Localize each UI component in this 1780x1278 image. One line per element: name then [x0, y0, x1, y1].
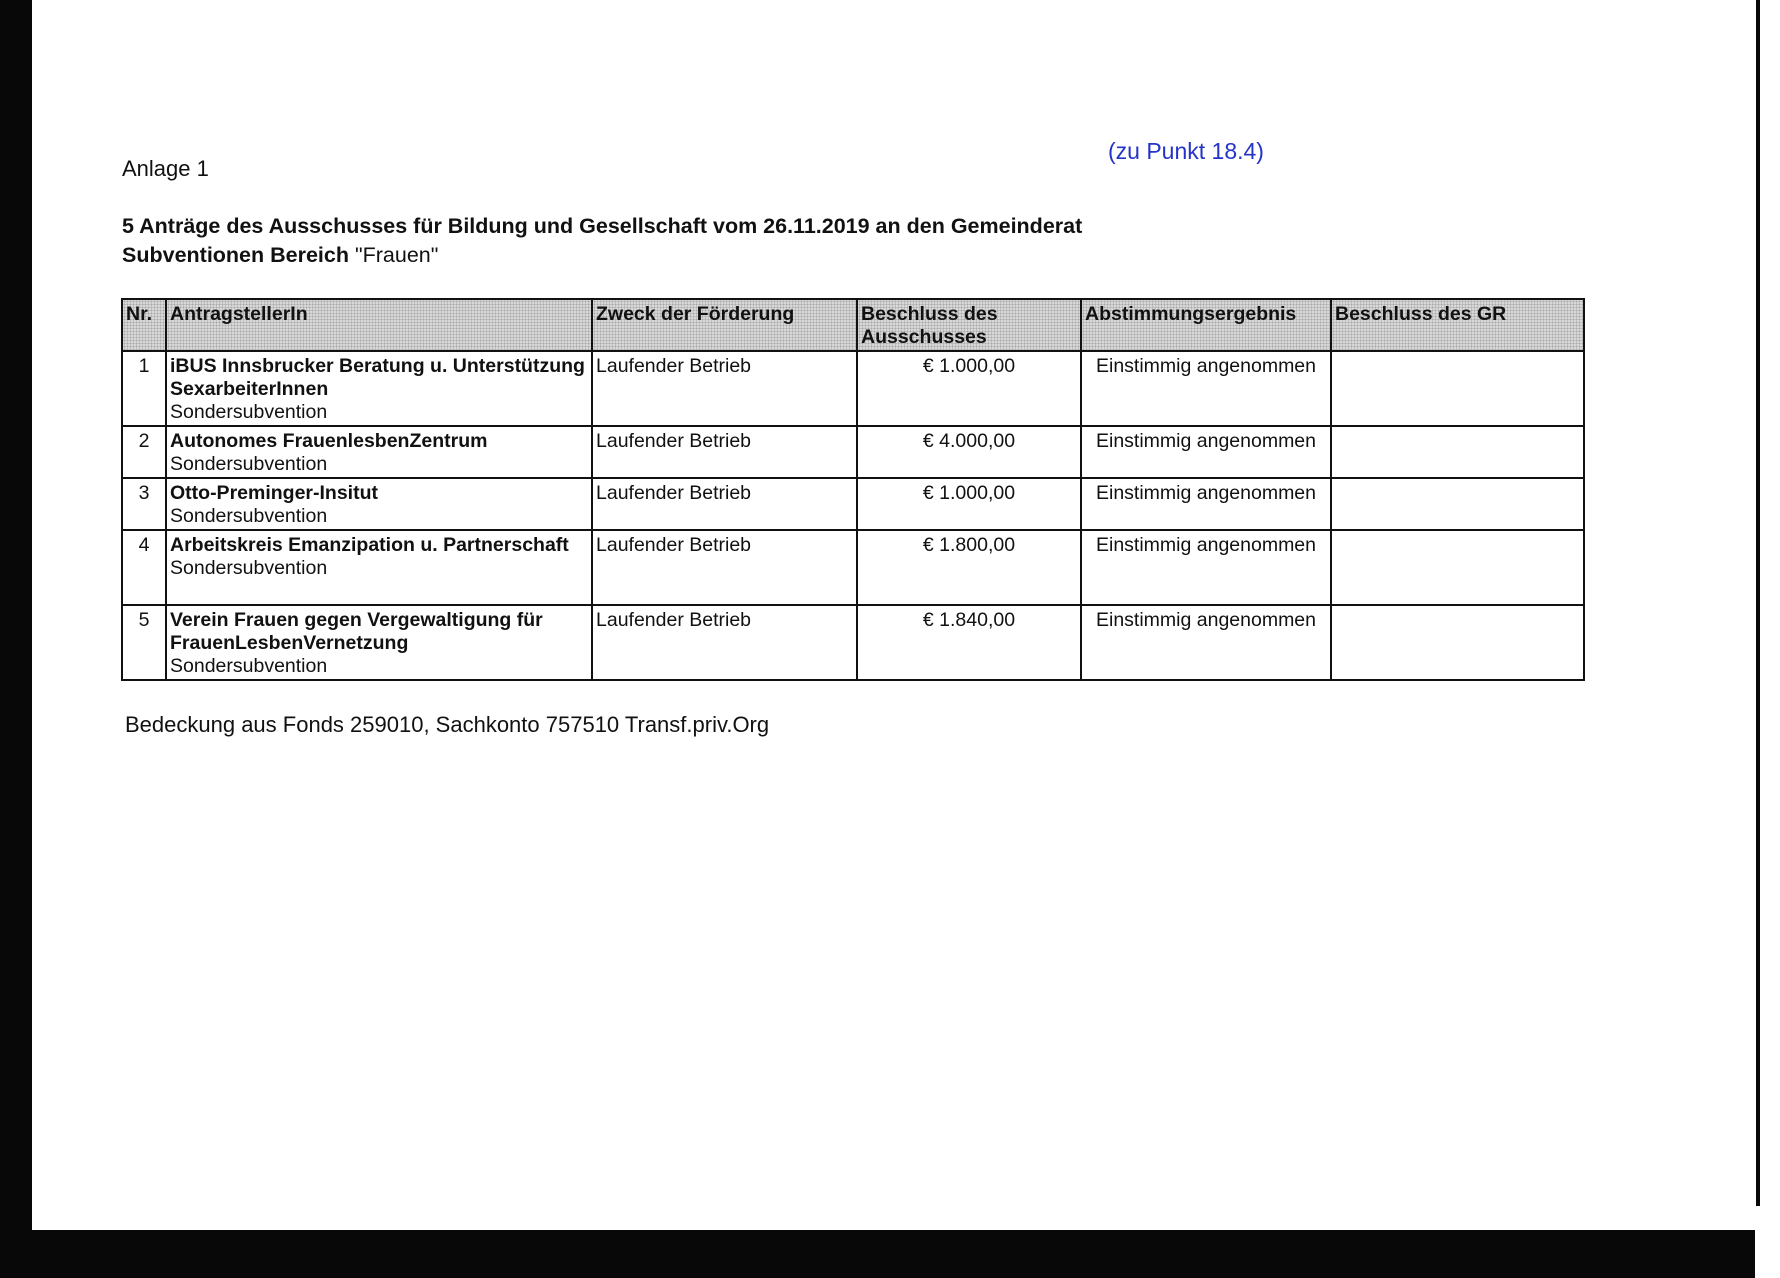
- applicant-cell: [166, 530, 592, 605]
- row-number: 1: [122, 351, 166, 426]
- col-header-applicant: AntragstellerIn: [166, 299, 592, 351]
- applicant-cell: [166, 426, 592, 478]
- applicant-name: Arbeitskreis Emanzipation u. Partnerschaft: [170, 534, 569, 556]
- table-row: [122, 426, 1584, 478]
- table-row: [122, 351, 1584, 426]
- subsidy-type: Sondersubvention: [170, 655, 328, 677]
- council-decision-cell: [1331, 530, 1584, 605]
- subsidy-table: [121, 298, 1585, 681]
- row-number: 2: [122, 426, 166, 478]
- col-header-council-decision: Beschluss des GR: [1331, 299, 1584, 351]
- applicant-name: Autonomes FrauenlesbenZentrum: [170, 430, 488, 452]
- scan-border-left: [0, 0, 32, 1278]
- subsidy-type: Sondersubvention: [170, 453, 328, 475]
- council-decision-cell: [1331, 605, 1584, 680]
- scan-border-bottom: [0, 1230, 1755, 1278]
- subsidy-type: Sondersubvention: [170, 401, 328, 423]
- subtitle-bold: Subventionen Bereich: [122, 243, 349, 267]
- applicant-name: iBUS Innsbrucker Beratung u. Unterstützung SexarbeiterInnen: [170, 355, 585, 400]
- document-subtitle: [122, 243, 438, 268]
- council-decision-cell: [1331, 351, 1584, 426]
- row-number: 5: [122, 605, 166, 680]
- vote-result-cell: Einstimmig angenommen: [1081, 605, 1331, 680]
- document-title: 5 Anträge des Ausschusses für Bildung und Gesellschaft vom 26.11.2019 an den Gemeinderat: [122, 214, 1083, 238]
- scan-border-gap: [1756, 1206, 1780, 1278]
- purpose-cell: Laufender Betrieb: [592, 605, 857, 680]
- applicant-cell: [166, 478, 592, 530]
- applicant-name: Verein Frauen gegen Vergewaltigung für FrauenLesbenVernetzung: [170, 609, 543, 654]
- vote-result-cell: Einstimmig angenommen: [1081, 351, 1331, 426]
- council-decision-cell: [1331, 478, 1584, 530]
- subsidy-type: Sondersubvention: [170, 505, 328, 527]
- amount-cell: € 1.840,00: [857, 605, 1081, 680]
- col-header-committee-decision: Beschluss des Ausschusses: [857, 299, 1081, 351]
- council-decision-cell: [1331, 426, 1584, 478]
- applicant-name: Otto-Preminger-Insitut: [170, 482, 378, 504]
- subtitle-category: "Frauen": [354, 243, 439, 267]
- table-row: [122, 605, 1584, 680]
- purpose-cell: Laufender Betrieb: [592, 530, 857, 605]
- scan-border-right: [1756, 0, 1760, 1278]
- applicant-cell: [166, 605, 592, 680]
- row-number: 4: [122, 530, 166, 605]
- amount-cell: € 1.000,00: [857, 478, 1081, 530]
- col-header-nr: Nr.: [122, 299, 166, 351]
- amount-cell: € 1.000,00: [857, 351, 1081, 426]
- funding-note: Bedeckung aus Fonds 259010, Sachkonto 757510 Transf.priv.Org: [125, 712, 770, 737]
- table-row: [122, 478, 1584, 530]
- table-header-row: [122, 299, 1584, 351]
- amount-cell: € 1.800,00: [857, 530, 1081, 605]
- agenda-reference: (zu Punkt 18.4): [1108, 138, 1264, 164]
- col-header-purpose: Zweck der Förderung: [592, 299, 857, 351]
- amount-cell: € 4.000,00: [857, 426, 1081, 478]
- vote-result-cell: Einstimmig angenommen: [1081, 530, 1331, 605]
- annex-label: Anlage 1: [122, 156, 209, 181]
- applicant-cell: [166, 351, 592, 426]
- vote-result-cell: Einstimmig angenommen: [1081, 478, 1331, 530]
- purpose-cell: Laufender Betrieb: [592, 351, 857, 426]
- table-row: [122, 530, 1584, 605]
- row-number: 3: [122, 478, 166, 530]
- purpose-cell: Laufender Betrieb: [592, 426, 857, 478]
- subsidy-type: Sondersubvention: [170, 557, 328, 579]
- purpose-cell: Laufender Betrieb: [592, 478, 857, 530]
- col-header-vote-result: Abstimmungsergebnis: [1081, 299, 1331, 351]
- vote-result-cell: Einstimmig angenommen: [1081, 426, 1331, 478]
